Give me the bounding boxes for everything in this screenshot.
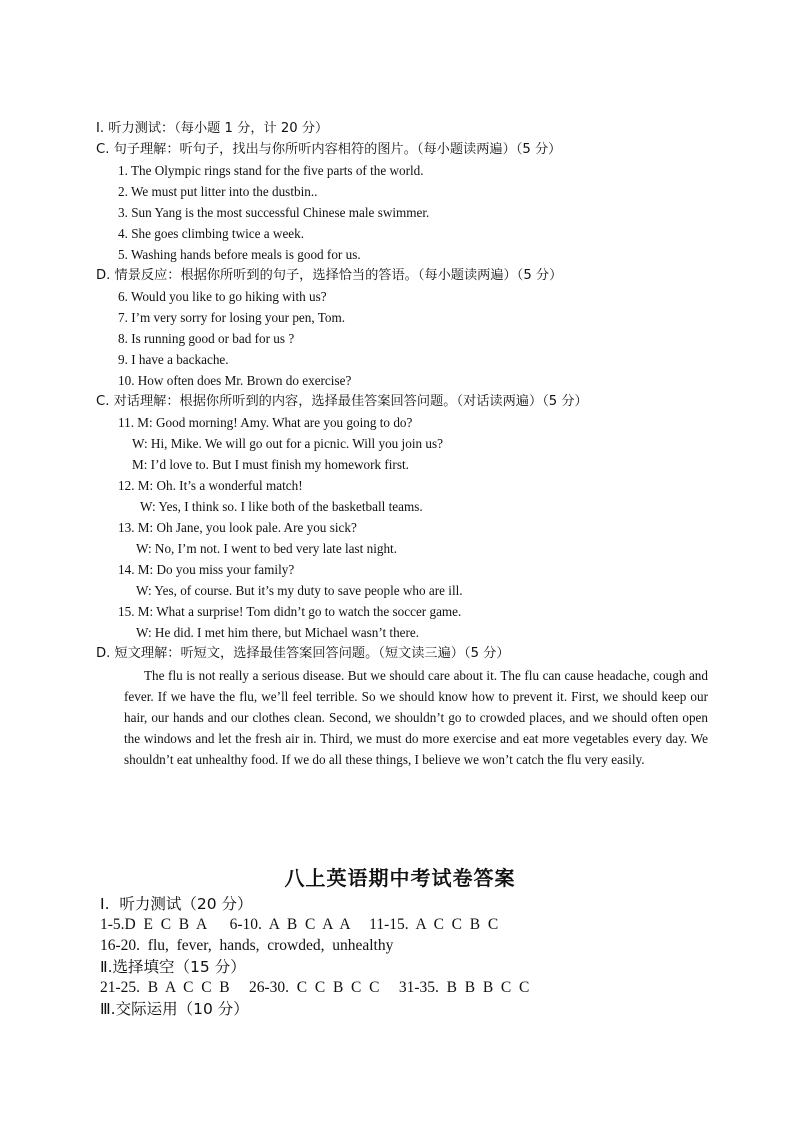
- answer-heading: Ⅱ.选择填空（15 分）: [100, 958, 246, 976]
- section-heading-d-response: D. 情景反应：根据你所听到的句子，选择恰当的答语。（每小题读两遍）（5 分）: [96, 268, 563, 283]
- page-title: 八上英语期中考试卷答案: [284, 866, 516, 890]
- list-item: 8. Is running good or bad for us ?: [118, 331, 295, 346]
- dialogue-line: W: Hi, Mike. We will go out for a picnic. Will you join us?: [132, 436, 443, 451]
- dialogue-line: 14. M: Do you miss your family?: [118, 562, 295, 577]
- section-heading-c-dialogue: C. 对话理解：根据你所听到的内容，选择最佳答案回答问题。（对话读两遍）（5 分）: [96, 394, 588, 409]
- list-item: 9. I have a backache.: [118, 352, 229, 367]
- list-item: 5. Washing hands before meals is good for us.: [118, 247, 361, 262]
- section-heading-c-sentence: C. 句子理解：听句子，找出与你所听内容相符的图片。（每小题读两遍）（5 分）: [96, 142, 562, 157]
- answer-line: 16-20. flu, fever, hands, crowded, unhealthy: [100, 937, 394, 954]
- passage: [124, 665, 708, 770]
- list-item: 4. She goes climbing twice a week.: [118, 226, 305, 241]
- answer-heading: Ⅰ. 听力测试（20 分）: [100, 895, 253, 913]
- dialogue-line: W: He did. I met him there, but Michael wasn’t there.: [136, 625, 420, 640]
- dialogue-line: W: Yes, of course. But it’s my duty to save people who are ill.: [136, 583, 463, 598]
- dialogue-line: 13. M: Oh Jane, you look pale. Are you sick?: [118, 520, 357, 535]
- list-item: 1. The Olympic rings stand for the five parts of the world.: [118, 163, 424, 178]
- list-item: 10. How often does Mr. Brown do exercise?: [118, 373, 352, 388]
- dialogue-line: 11. M: Good morning! Amy. What are you going to do?: [118, 415, 413, 430]
- dialogue-line: M: I’d love to. But I must finish my homework first.: [132, 457, 409, 472]
- list-item: 7. I’m very sorry for losing your pen, Tom.: [118, 310, 346, 325]
- answer-heading: Ⅲ.交际运用（10 分）: [100, 1000, 249, 1018]
- answer-line: 1-5.D E C B A 6-10. A B C A A 11-15. A C C B C: [100, 916, 499, 933]
- dialogue-line: 15. M: What a surprise! Tom didn’t go to watch the soccer game.: [118, 604, 462, 619]
- list-item: 2. We must put litter into the dustbin..: [118, 184, 318, 199]
- list-item: 6. Would you like to go hiking with us?: [118, 289, 327, 304]
- section-heading-d-passage: D. 短文理解：听短文，选择最佳答案回答问题。（短文读三遍）（5 分）: [96, 646, 510, 661]
- dialogue-line: W: No, I’m not. I went to bed very late last night.: [136, 541, 397, 556]
- list-item: 3. Sun Yang is the most successful Chinese male swimmer.: [118, 205, 430, 220]
- dialogue-line: W: Yes, I think so. I like both of the basketball teams.: [140, 499, 423, 514]
- answer-line: 21-25. B A C C B 26-30. C C B C C 31-35. B B B C C: [100, 979, 530, 996]
- dialogue-line: 12. M: Oh. It’s a wonderful match!: [118, 478, 303, 493]
- section-heading-listening: Ⅰ. 听力测试：（每小题 1 分，计 20 分）: [96, 121, 329, 136]
- passage-text: The flu is not really a serious disease. But we should care about it. The flu can cause headache, cough and fever. If we have the flu, we’ll feel terrible. So we should know how to prevent it. First, we should keep our hair, our hands and our clothes clean. Second, we shouldn’t go to crowded places, and we should often open the windows and let the fresh air in. Third, we must do more exercise and eat more vegetables every day. We shouldn’t eat unhealthy food. If we do all these things, I believe we won’t catch the flu very easily.: [124, 668, 708, 767]
